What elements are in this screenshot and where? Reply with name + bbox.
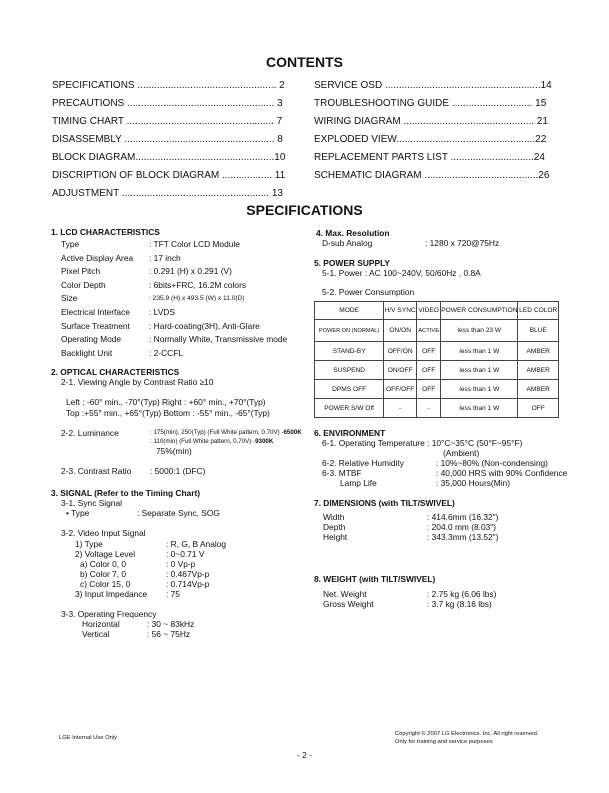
color-15-label: c) Color 15, 0 <box>80 579 131 589</box>
footer-training-note: Only for training and service purposes <box>395 739 493 745</box>
table-row: POWER ON (NORMAL) ON/ON ACTIVE less than 23 W BLUE <box>315 320 559 342</box>
voltage-label: 2) Voltage Level <box>75 549 136 559</box>
lamp-life-label: Lamp Life <box>340 478 377 488</box>
power-line-2: 5-2. Power Consumption <box>322 287 415 297</box>
gross-weight-value: : 3.7 kg (8.16 lbs) <box>427 599 492 609</box>
operating-temperature: 6-1. Operating Temperature : 10°C~35°C (50°F~95°F) <box>322 438 523 448</box>
table-row: STAND-BY OFF/ON OFF less than 1 W AMBER <box>315 342 559 361</box>
footer-copyright: Copyright © 2007 LG Electronics. Inc. All right reserved. <box>395 731 539 737</box>
toc-entry[interactable]: WIRING DIAGRAM ............................................... 21 <box>314 116 548 127</box>
weight-heading: 8. WEIGHT (with TILT/SWIVEL) <box>314 574 436 584</box>
color-7-value: : 0.467Vp-p <box>166 569 210 579</box>
impedance-value: : 75 <box>166 589 180 599</box>
mtbf-label: 6-3. MTBF <box>322 468 362 478</box>
width-label: Width <box>323 512 345 522</box>
environment-heading: 6. ENVIRONMENT <box>314 428 386 438</box>
color-7-label: b) Color 7, 0 <box>80 569 127 579</box>
power-line-1: 5-1. Power : AC 100~240V, 50/60Hz , 0.8A <box>322 268 481 278</box>
width-value: : 414.6mm (16.32") <box>427 512 499 522</box>
frequency-heading: 3-3. Operating Frequency <box>61 609 157 619</box>
contents-title: CONTENTS <box>266 54 343 70</box>
toc-left <box>52 77 294 203</box>
height-value: : 343.3mm (13.52") <box>427 532 499 542</box>
sync-heading: 3-1. Sync Signal <box>61 498 122 508</box>
contrast-value: : 5000:1 (DFC) <box>150 466 206 476</box>
viewing-angle-heading: 2-1. Viewing Angle by Contrast Ratio ≥10 <box>61 377 214 387</box>
sync-type-label: • Type <box>66 508 90 518</box>
toc-right <box>314 77 559 185</box>
video-type-value: : R, G, B Analog <box>166 539 227 549</box>
dimensions-heading: 7. DIMENSIONS (with TILT/SWIVEL) <box>314 498 455 508</box>
voltage-value: : 0~0.71 V <box>166 549 205 559</box>
impedance-label: 3) Input Impedance <box>75 589 148 599</box>
ambient-note: (Ambient) <box>443 448 480 458</box>
toc-entry[interactable]: SCHEMATIC DIAGRAM .........................................26 <box>314 170 550 181</box>
resolution-value: : 1280 x 720@75Hz <box>425 238 500 248</box>
mtbf-value: : 40,000 HRS with 90% Confidence <box>436 468 568 478</box>
table-row: POWER S/W Off - - less than 1 W OFF <box>315 399 559 418</box>
lcd-table: Type : TFT Color LCD Module Active Display Area : 17 inch Pixel Pitch : 0.291 (H) x 0.291 (V) Color Depth : 6bits+FRC, 16.2M colors Size : 235.9 (H) x 493.5 (W) x 11.0(D) Electrical Interface : LVDS Surface Treatment : Hard-coating(3H), Anti-Glare Operating Mode : Normally White, Transmissive mode Backlight Unit : 2-CCFL <box>61 239 288 358</box>
lcd-heading: 1. LCD CHARACTERISTICS <box>51 227 160 237</box>
table-row: SUSPEND ON/OFF OFF less than 1 W AMBER <box>315 361 559 380</box>
color-0-label: a) Color 0, 0 <box>80 559 127 569</box>
color-0-value: : 0 Vp-p <box>166 559 196 569</box>
humidity-value: : 10%~80% (Non-condensing) <box>436 458 548 468</box>
vertical-label: Vertical <box>82 629 110 639</box>
lamp-life-value: : 35,000 Hours(Min) <box>436 478 511 488</box>
net-weight-value: : 2.75 kg (6.06 lbs) <box>427 589 497 599</box>
toc-entry[interactable]: TIMING CHART ..................................................... 7 <box>52 116 283 127</box>
depth-value: : 204.0 mm (8.03") <box>427 522 497 532</box>
sync-type-value: : Separate Sync, SOG <box>137 508 220 518</box>
video-heading: 3-2. Video Input Signal <box>61 528 146 538</box>
resolution-label: D-sub Analog <box>322 238 373 248</box>
toc-entry[interactable]: PRECAUTIONS ..................................................... 3 <box>52 98 283 109</box>
height-label: Height <box>323 532 348 542</box>
page-number: - 2 - <box>297 750 312 760</box>
signal-heading: 3. SIGNAL (Refer to the Timing Chart) <box>51 488 201 498</box>
toc-entry[interactable]: DISASSEMBLY ...................................................... 8 <box>52 134 283 145</box>
gross-weight-label: Gross Weight <box>323 599 374 609</box>
toc-entry[interactable]: SPECIFICATIONS .................................................. 2 <box>52 80 285 91</box>
luminance-label: 2-2. Luminance <box>61 428 119 438</box>
toc-entry[interactable]: ADJUSTMENT ..................................................... 13 <box>52 188 283 199</box>
resolution-heading: 4. Max. Resolution <box>316 228 390 238</box>
toc-entry[interactable]: EXPLODED VIEW..................................................22 <box>314 134 547 145</box>
footer-internal-use: LGE Internal Use Only <box>59 735 117 741</box>
toc-entry[interactable]: BLOCK DIAGRAM..................................................10 <box>52 152 286 163</box>
horizontal-label: Horizontal <box>82 619 120 629</box>
specifications-title: SPECIFICATIONS <box>246 202 363 218</box>
video-type-label: 1) Type <box>75 539 103 549</box>
toc-entry[interactable]: SERVICE OSD ........................................................14 <box>314 80 552 91</box>
toc-entry[interactable]: DISCRIPTION OF BLOCK DIAGRAM .................. 11 <box>52 170 286 181</box>
vertical-value: : 56 ~ 75Hz <box>147 629 191 639</box>
horizontal-value: : 30 ~ 83kHz <box>147 619 195 629</box>
power-heading: 5. POWER SUPPLY <box>314 258 391 268</box>
humidity-label: 6-2. Relative Humidity <box>322 458 404 468</box>
table-row: DPMS OFF OFF/OFF OFF less than 1 W AMBER <box>315 380 559 399</box>
luminance-line-3: 75%(min) <box>156 446 192 456</box>
optical-heading: 2. OPTICAL CHARACTERISTICS <box>51 367 180 377</box>
luminance-line-1: : 175(min), 250(Typ) (Full White pattern, 0.70V) -6500K <box>150 429 302 436</box>
depth-label: Depth <box>323 522 346 532</box>
table-header-row: MODE H/V SYNC VIDEO POWER CONSUMPTION LED COLOR <box>315 302 559 320</box>
power-consumption-table <box>314 301 559 418</box>
viewing-angle-lr: Left : -60° min., -70°(Typ) Right : +60° min., +70°(Typ) <box>66 397 266 407</box>
net-weight-label: Net. Weight <box>323 589 367 599</box>
luminance-line-2: : 110(min) (Full White pattern, 0.70V) -9300K <box>150 438 274 445</box>
toc-entry[interactable]: REPLACEMENT PARTS LIST ..............................24 <box>314 152 545 163</box>
viewing-angle-tb: Top :+55° min., +65°(Typ) Bottom : -55° min., -65°(Typ) <box>66 408 270 418</box>
contrast-label: 2-3. Contrast Ratio <box>61 466 132 476</box>
toc-entry[interactable]: TROUBLESHOOTING GUIDE ............................. 15 <box>314 98 547 109</box>
color-15-value: : 0.714Vp-p <box>166 579 210 589</box>
